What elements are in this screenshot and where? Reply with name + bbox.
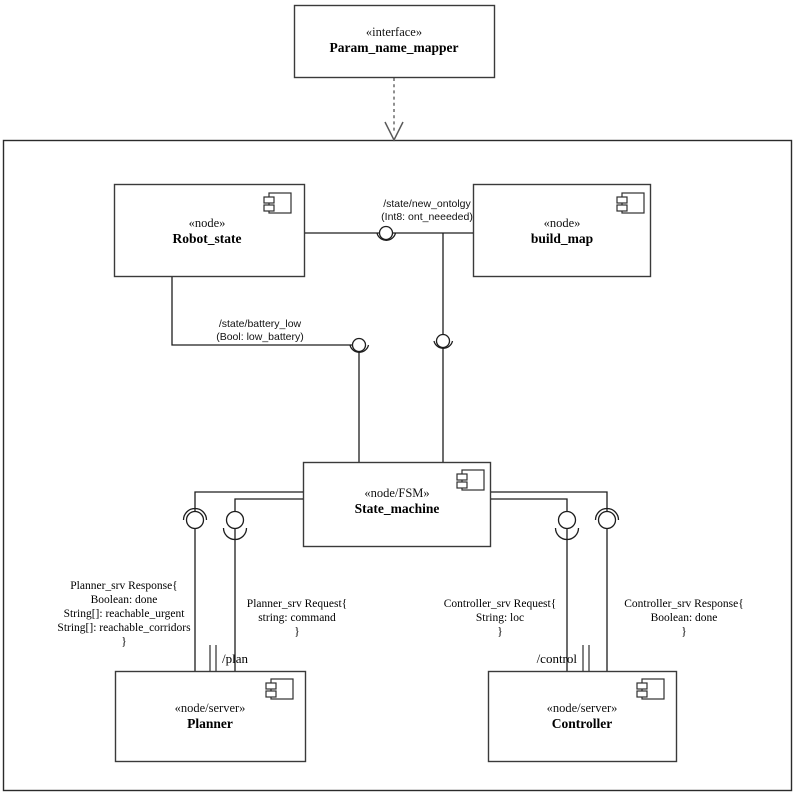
service-planner-response-line-1: Boolean: done [90, 594, 158, 606]
node-robot-state[interactable] [115, 185, 305, 277]
service-planner-response-line-0: Planner_srv Response{ [70, 580, 178, 592]
service-controller-response-line-1: Boolean: done [650, 612, 718, 624]
service-controller-request-line-1: String: loc [475, 612, 525, 624]
service-planner-request-line-0: Planner_srv Request{ [246, 598, 348, 610]
topic-new-ontology-message: (Int8: ont_neeeded) [381, 211, 473, 223]
node-controller-stereotype: «node/server» [546, 701, 618, 715]
service-controller-request-line-0: Controller_srv Request{ [443, 598, 557, 610]
node-planner-name: Planner [187, 716, 233, 731]
service-controller-request-line-2: } [497, 626, 503, 638]
service-planner-request-line-2: } [294, 626, 300, 638]
service-controller-response-line-2: } [681, 626, 687, 638]
service-planner-response-line-2: String[]: reachable_urgent [63, 608, 185, 620]
service-controller-response-line-0: Controller_srv Response{ [624, 598, 744, 610]
node-robot-state-stereotype: «node» [188, 216, 226, 230]
node-controller[interactable] [489, 672, 677, 762]
topic-new-ontology-name: /state/new_ontolgy [383, 198, 471, 210]
node-build-map-name: build_map [530, 231, 594, 246]
node-controller-name: Controller [551, 716, 613, 731]
node-planner-stereotype: «node/server» [174, 701, 246, 715]
node-state-machine[interactable] [304, 463, 491, 547]
node-state-machine-stereotype: «node/FSM» [364, 486, 430, 500]
port-control-label: /control [536, 651, 577, 666]
node-build-map[interactable] [474, 185, 651, 277]
node-planner[interactable] [116, 672, 306, 762]
node-param-name-mapper[interactable] [295, 6, 495, 78]
node-robot-state-name: Robot_state [172, 231, 242, 246]
service-planner-response-line-3: String[]: reachable_corridors [57, 622, 191, 634]
node-param-name-mapper-stereotype: «interface» [365, 25, 423, 39]
service-planner-response-line-4: } [121, 636, 127, 648]
topic-battery-low-name: /state/battery_low [218, 318, 302, 330]
node-param-name-mapper-name: Param_name_mapper [329, 40, 459, 55]
service-planner-request-line-1: string: command [258, 612, 336, 624]
dependency-arrowhead [385, 122, 403, 140]
port-plan-label: /plan [222, 651, 248, 666]
node-build-map-stereotype: «node» [543, 216, 581, 230]
topic-battery-low-message: (Bool: low_battery) [216, 331, 304, 343]
node-state-machine-name: State_machine [354, 501, 440, 516]
